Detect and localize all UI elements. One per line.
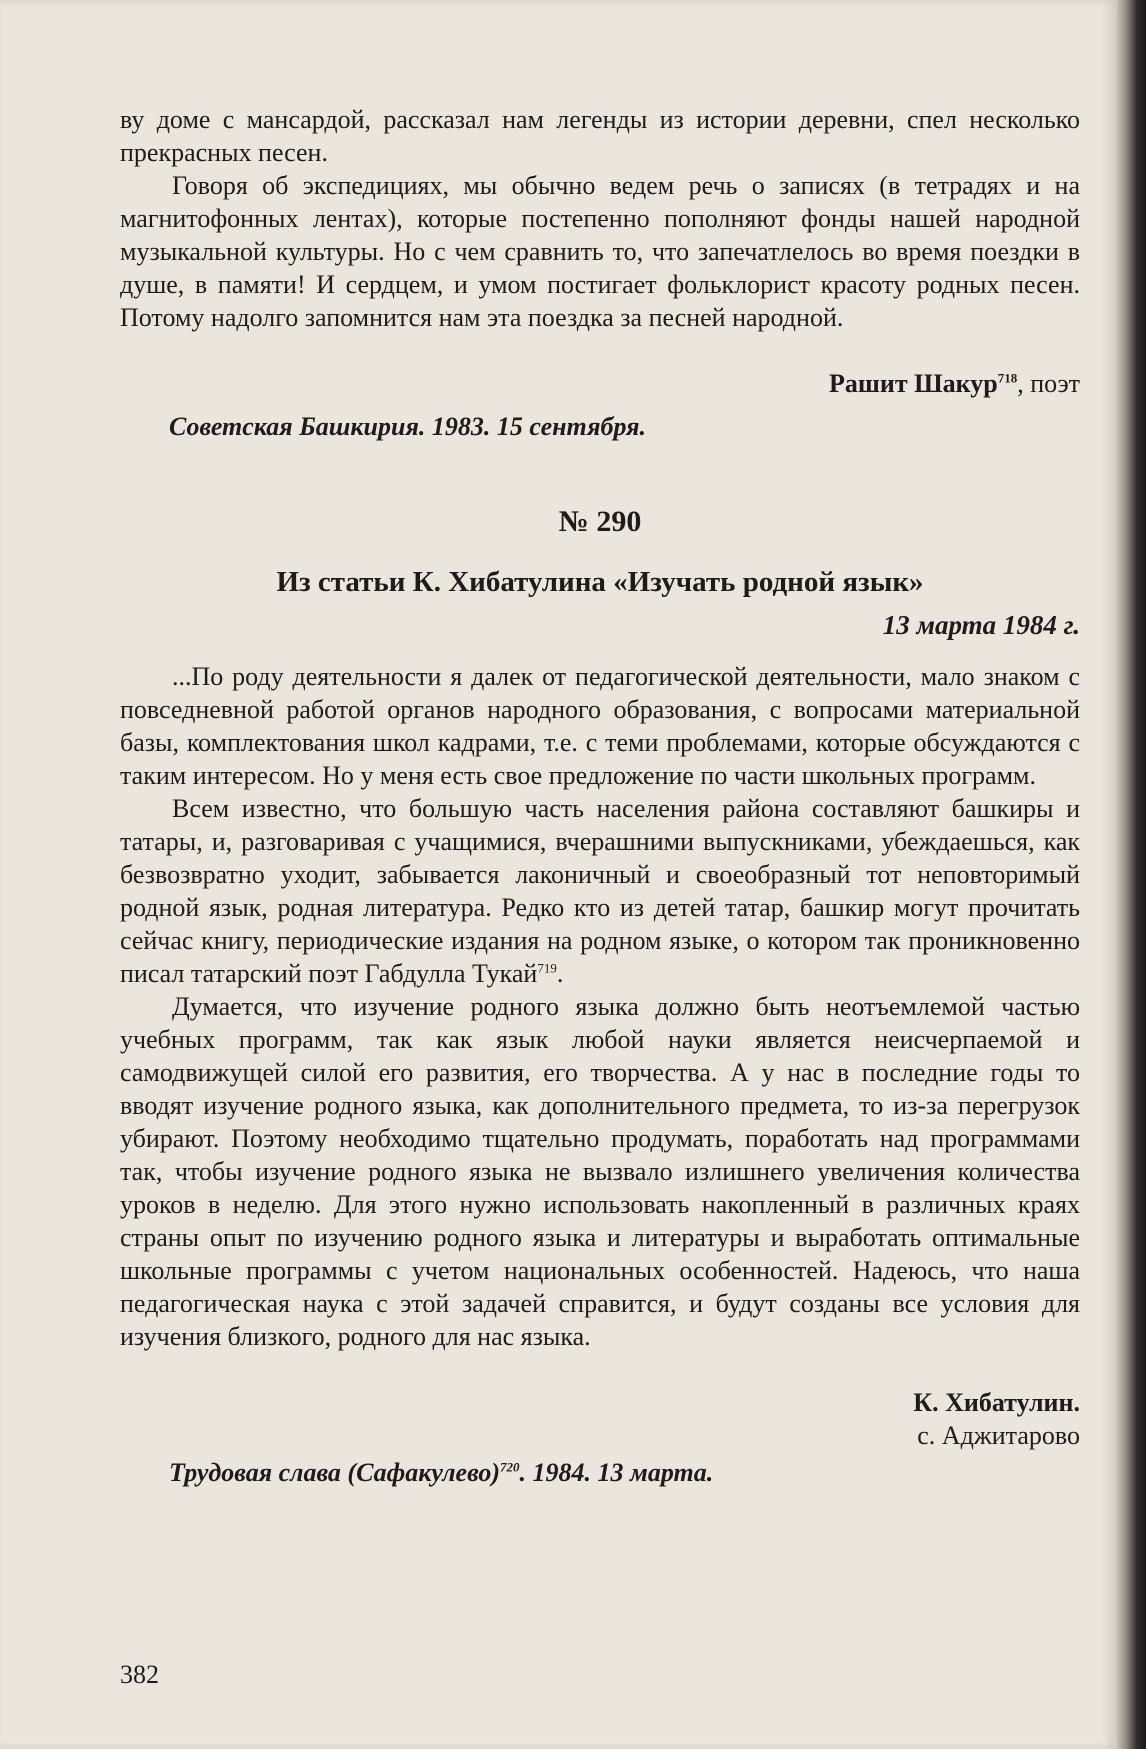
- page-number: 382: [120, 1660, 159, 1689]
- author-place-2: с. Аджитарово: [917, 1421, 1080, 1450]
- body-paragraph-3: Думается, что изучение родного языка должно быть неотъемлемой частью учебных программ, так как язык любой науки является неисчерпаемой и самодвижущей силой его развития, его творчества. А у нас в последние годы то вводят изучение родного языка, как дополнительного предмета, то из-за перегрузок убирают. Поэтому необходимо тщательно продумать, поработать над программами так, чтобы изучение родного языка не вызвало излишнего увеличения количества уроков в неделю. Для этого нужно использовать накопленный в различных краях страны опыт по изучению родного языка и литературы и выработать оптимальные школьные программы с учетом национальных особенностей. Надеюсь, что наша педагогическая наука с этой задачей справится, и будут созданы все условия для изучения близкого, родного для нас языка.: [120, 992, 1080, 1351]
- footnote-ref-720: 720: [500, 1459, 520, 1475]
- document-date: 13 марта 1984 г.: [882, 610, 1080, 640]
- paragraph-expeditions: Говоря об экспедициях, мы обычно ведем речь о записях (в тетрадях и на магнитофонных лентах), которые постепенно пополняют фонды нашей народной музыкальной культуры. Но с чем сравнить то, что запечатлелось во время поездки в душе, в памяти! И сердцем, и умом постигает фольклорист красоту родных песен. Потому надолго запомнится нам эта поездка за песней народной.: [120, 171, 1080, 332]
- paragraph-continued: ву доме с мансардой, рассказал нам легенды из истории деревни, спел несколько прекрасных песен.: [120, 105, 1080, 167]
- source-citation-1: Советская Башкирия. 1983. 15 сентября.: [169, 412, 647, 441]
- author-name-1: Рашит Шакур: [829, 369, 998, 398]
- body-paragraph-2-text: Всем известно, что большую часть населения района составляют башкиры и татары, и, разговаривая с учащимися, вчерашними выпускниками, убеждаешься, как безвозвратно уходит, забывается лаконичный и своеобразный тот неповторимый родной язык, родная литература. Редко кто из детей татар, башкир могут прочитать сейчас книгу, периодические издания на родном языке, о котором так проникновенно писал татарский поэт Габдулла Тукай: [120, 794, 1080, 988]
- source-2-title: Трудовая слава (Сафакулево): [169, 1458, 501, 1487]
- footnote-ref-719: 719: [537, 960, 557, 976]
- source-citation-2: [120, 1456, 1080, 1489]
- author-name-2: К. Хибатулин.: [913, 1388, 1080, 1417]
- book-spine-shadow: [1116, 0, 1146, 1749]
- document-number: № 290: [558, 505, 642, 538]
- body-paragraph-2-end: .: [556, 959, 564, 988]
- author-signature-1: [120, 367, 1080, 400]
- body-paragraph-2: [120, 792, 1080, 990]
- footnote-ref-718: 718: [997, 370, 1018, 386]
- source-2-rest: . 1984. 13 марта.: [519, 1458, 714, 1487]
- page-content: [120, 103, 1080, 1489]
- body-paragraph-1: ...По роду деятельности я далек от педагогической деятельности, мало знаком с повседневной работой органов народного образования, с вопросами материальной базы, комплектования школ кадрами, т.е. с теми проблемами, которые обсуждаются с таким интересом. Но у меня есть свое предложение по части школьных программ.: [120, 662, 1080, 790]
- author-role-1: , поэт: [1017, 369, 1080, 398]
- document-title: Из статьи К. Хибатулина «Изучать родной язык»: [276, 566, 924, 598]
